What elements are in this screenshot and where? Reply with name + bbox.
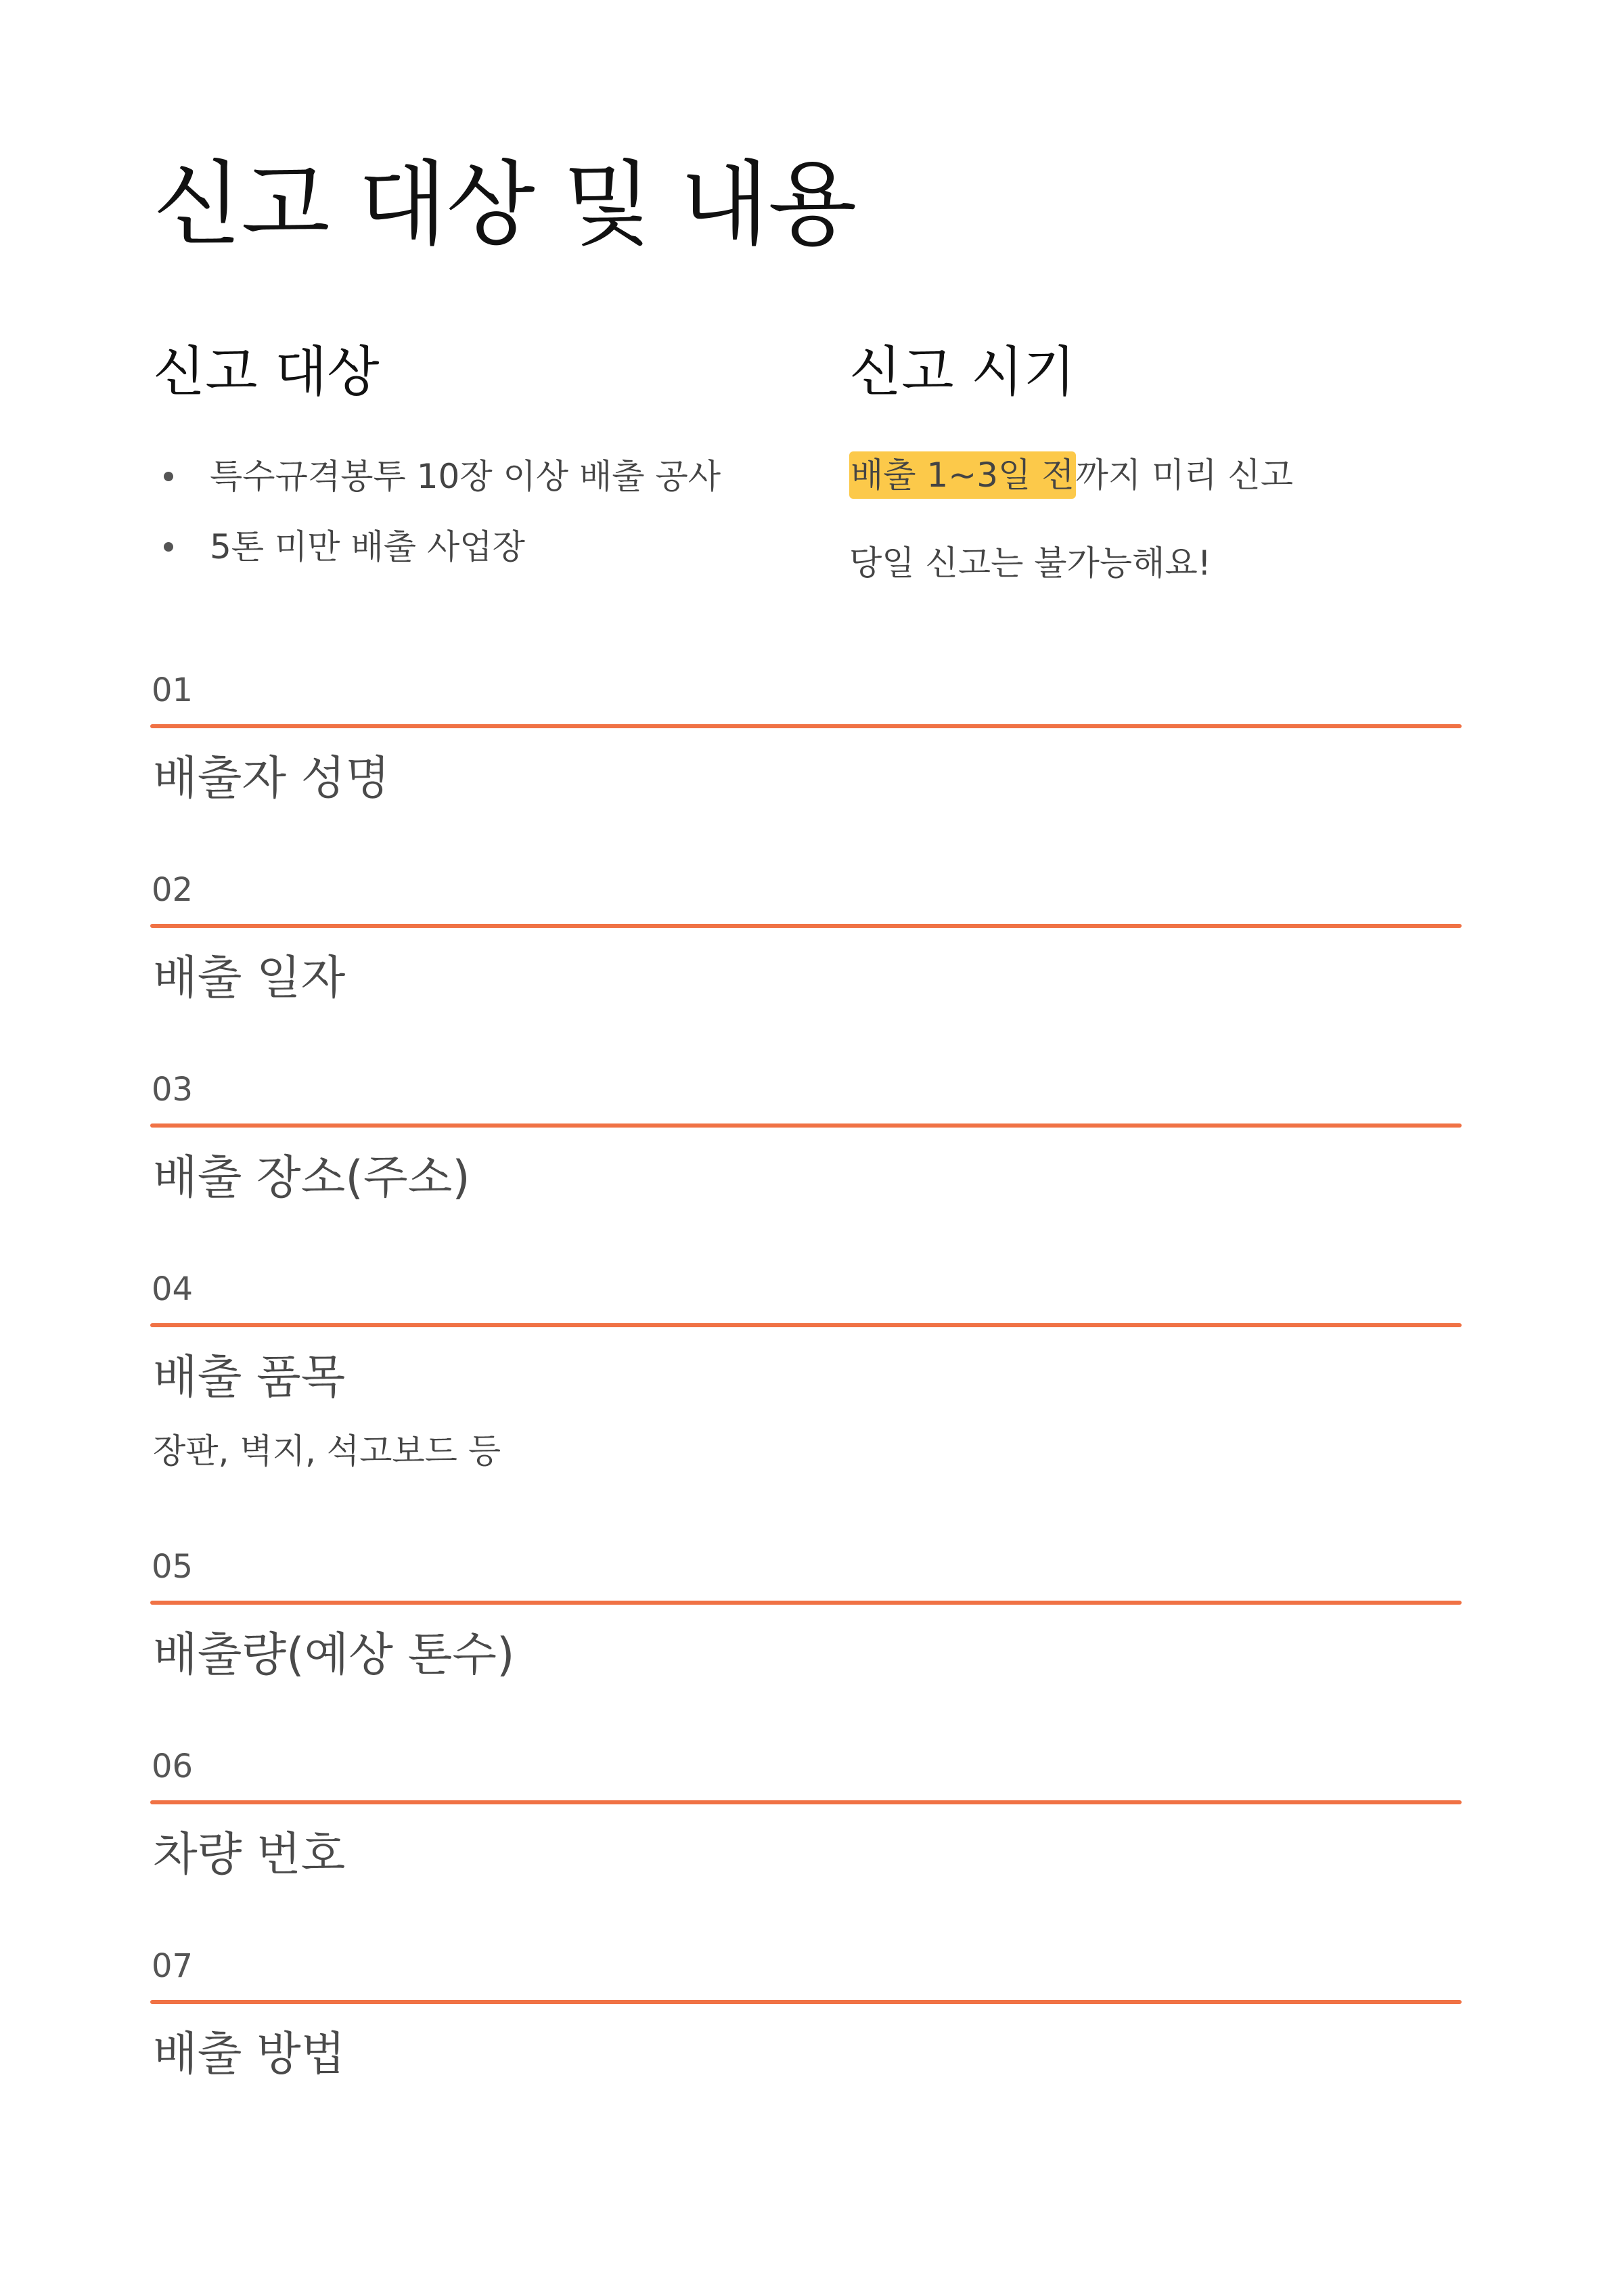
section-number: 07	[152, 1947, 194, 1985]
section-number: 02	[152, 871, 194, 909]
list-item	[153, 441, 816, 512]
section-label: 배출량(예상 톤수)	[153, 1628, 515, 1682]
section-divider	[150, 1800, 1462, 1804]
section-divider	[150, 2000, 1462, 2004]
bullet-icon	[164, 542, 173, 552]
list-item-text: 특수규격봉투 10장 이상 배출 공사	[210, 457, 721, 496]
timing-highlight: 배출 1~3일 전	[849, 451, 1076, 499]
list-item-text: 5톤 미만 배출 사업장	[210, 527, 525, 566]
report-timing-heading: 신고 시기	[849, 340, 1076, 403]
section-number: 06	[152, 1748, 194, 1785]
report-target-column	[153, 338, 816, 582]
section-divider	[150, 924, 1462, 928]
list-item	[153, 512, 816, 582]
section-06	[150, 1746, 1462, 1886]
timing-note: 당일 신고는 불가능해요!	[849, 543, 1211, 583]
bullet-icon	[164, 472, 173, 481]
section-label: 배출 방법	[153, 2028, 346, 2081]
section-number: 05	[152, 1548, 194, 1586]
section-05	[150, 1546, 1462, 1686]
section-04	[150, 1269, 1462, 1475]
section-label: 배출자 성명	[153, 752, 390, 805]
section-03	[150, 1069, 1462, 1209]
section-label: 차량 번호	[153, 1828, 346, 1882]
section-label: 배출 장소(주소)	[153, 1151, 470, 1205]
section-divider	[150, 1123, 1462, 1128]
section-01	[150, 670, 1462, 809]
page-title: 신고 대상 및 내용	[153, 152, 857, 259]
section-divider	[150, 724, 1462, 728]
section-07	[150, 1946, 1462, 2085]
section-divider	[150, 1601, 1462, 1605]
section-divider	[150, 1323, 1462, 1327]
timing-deadline	[849, 447, 1512, 504]
section-detail: 장판, 벽지, 석고보드 등	[153, 1431, 501, 1471]
report-target-list	[153, 441, 816, 582]
section-number: 01	[152, 671, 194, 709]
report-timing-column	[849, 338, 1512, 592]
section-label: 배출 품목	[153, 1351, 346, 1404]
section-number: 04	[152, 1270, 194, 1308]
section-label: 배출 일자	[153, 952, 346, 1005]
timing-deadline-rest: 까지 미리 신고	[1075, 455, 1294, 495]
section-02	[150, 870, 1462, 1009]
section-number: 03	[152, 1071, 194, 1109]
report-target-heading: 신고 대상	[153, 340, 380, 403]
